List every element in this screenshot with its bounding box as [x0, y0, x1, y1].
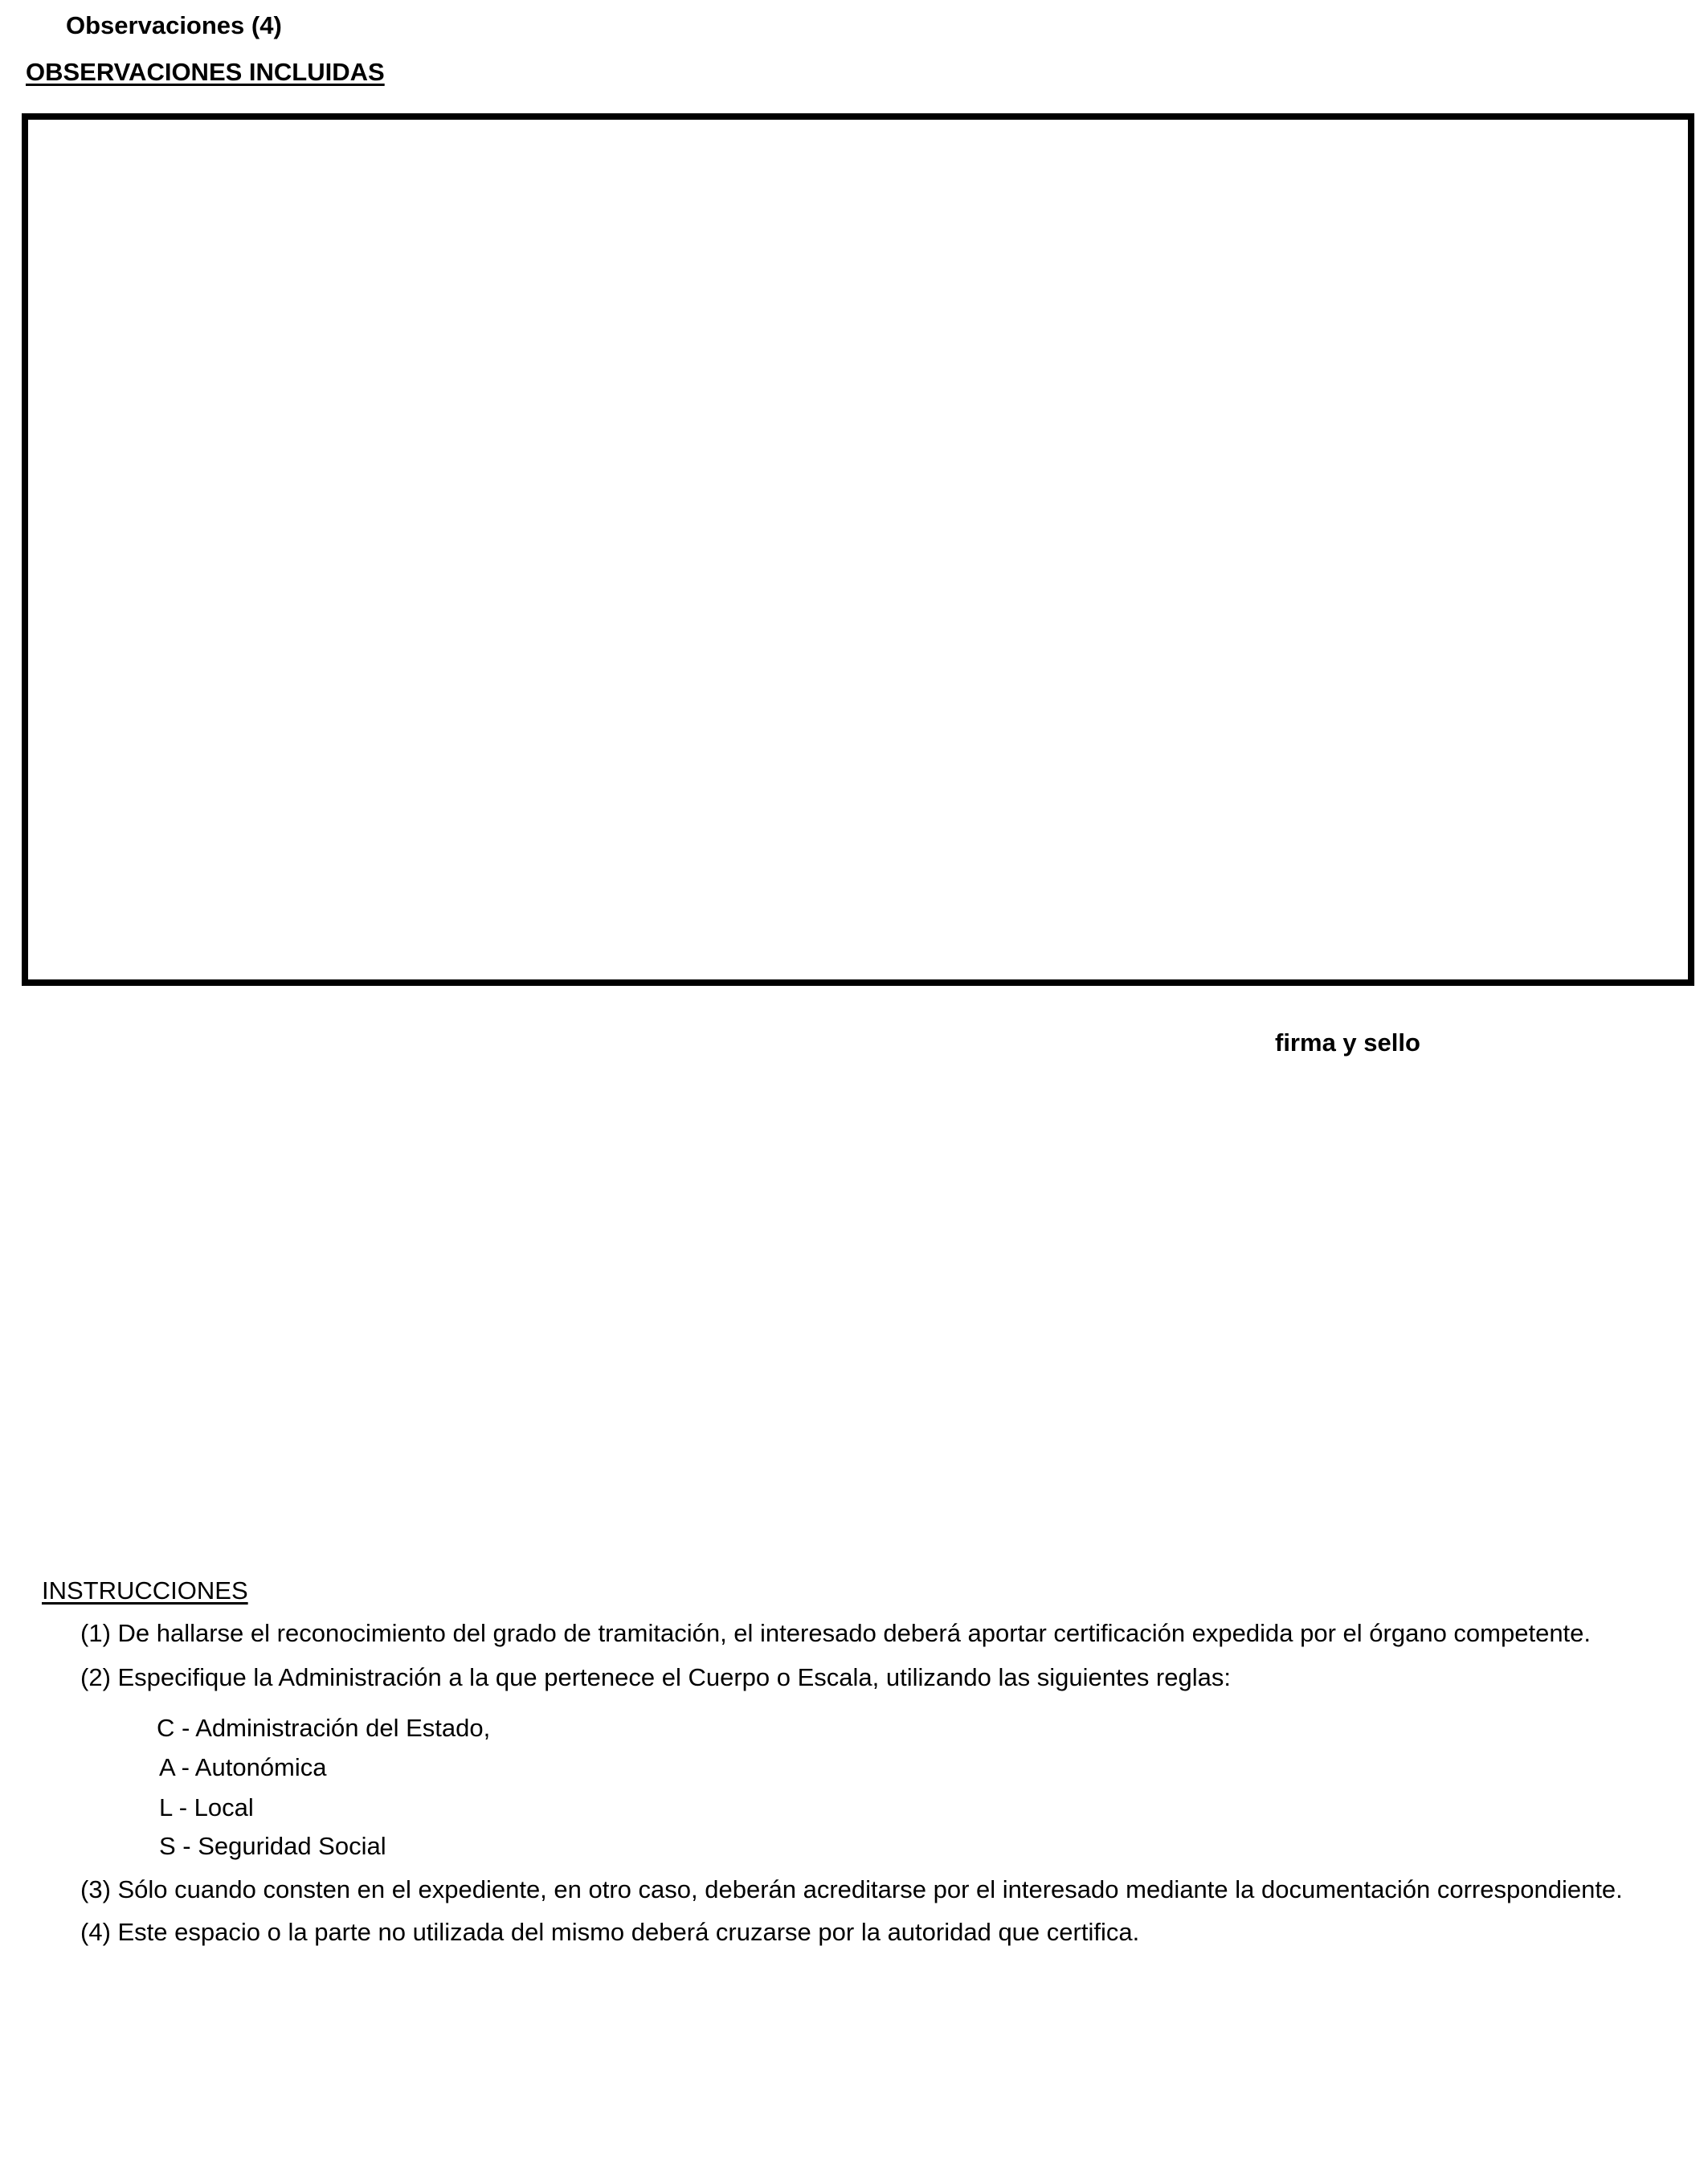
instrucciones-heading: INSTRUCCIONES	[42, 1576, 248, 1605]
rule-item-c: C - Administración del Estado,	[157, 1714, 491, 1742]
firma-y-sello-label: firma y sello	[1275, 1028, 1420, 1057]
instruccion-note-2: (2) Especifique la Administración a la que pertenece el Cuerpo o Escala, utilizando las siguientes reglas:	[80, 1663, 1231, 1691]
instruccion-note-1: (1) De hallarse el reconocimiento del grado de tramitación, el interesado deberá aportar certificación expedida por el órgano competente.	[80, 1619, 1592, 1647]
rule-item-s: S - Seguridad Social	[159, 1832, 386, 1860]
instruccion-note-4: (4) Este espacio o la parte no utilizada del mismo deberá cruzarse por la autoridad que certifica.	[80, 1918, 1140, 1946]
observaciones-box	[22, 113, 1694, 986]
rule-item-l: L - Local	[159, 1793, 254, 1821]
observaciones-title: Observaciones (4)	[66, 11, 282, 39]
rule-item-a: A - Autonómica	[159, 1753, 327, 1781]
observaciones-incluidas-heading: OBSERVACIONES INCLUIDAS	[26, 58, 385, 86]
instruccion-note-3: (3) Sólo cuando consten en el expediente, en otro caso, deberán acreditarse por el interesado mediante la documentación correspondiente.	[80, 1875, 1623, 1903]
